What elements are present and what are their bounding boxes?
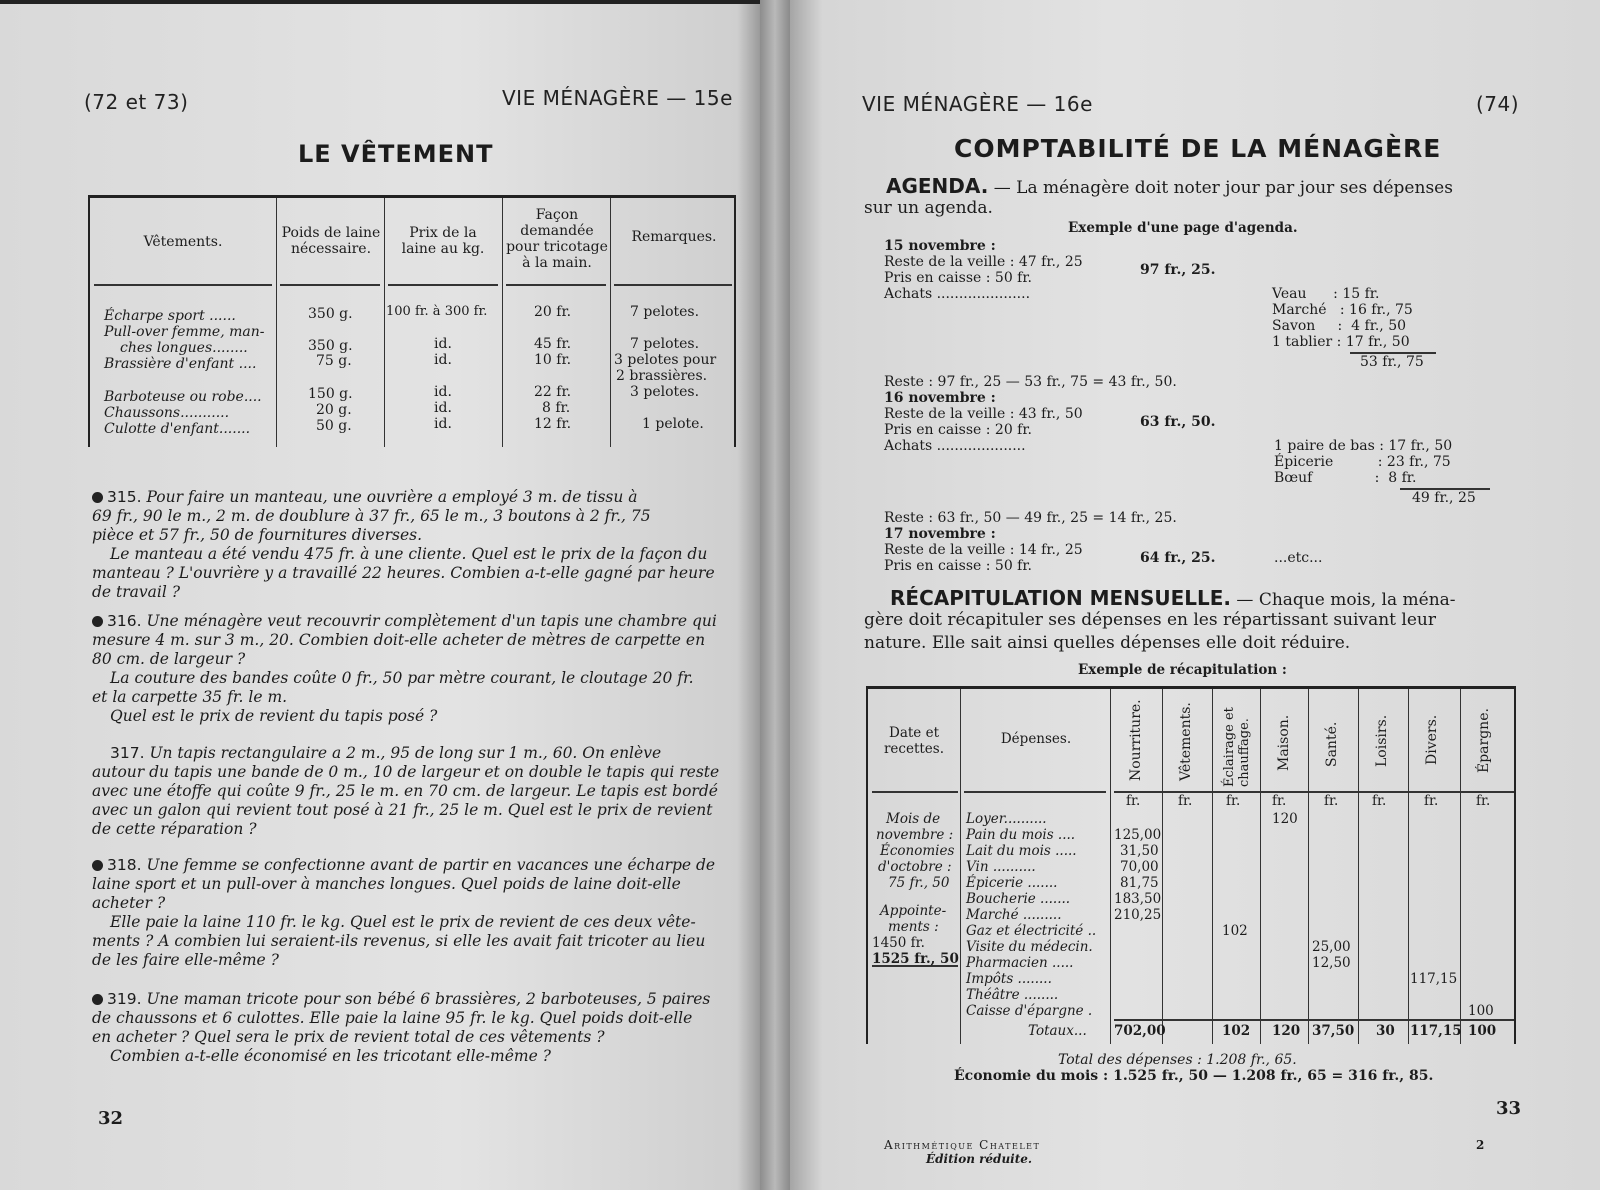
col-header-date: Date et recettes.	[883, 725, 945, 757]
bullet-icon	[92, 616, 103, 627]
depense-item: Gaz et électricité ..	[966, 923, 1097, 939]
row-prix: id.	[434, 400, 452, 416]
col-header-loisirs: Loisirs.	[1374, 714, 1390, 767]
unit-label: fr.	[1424, 793, 1439, 809]
row-rem: 3 pelotes.	[630, 384, 700, 400]
recette-line: d'octobre :	[878, 859, 952, 875]
row-prix: id.	[434, 384, 452, 400]
col-header-depenses: Dépenses.	[1000, 731, 1072, 747]
agenda-text: — La ménagère doit noter jour par jour ses dépenses	[993, 178, 1453, 198]
problem-line: Elle paie la laine 110 fr. le kg. Quel est le prix de revient de ces deux vête-	[110, 913, 696, 931]
total-divers: 117,15	[1410, 1023, 1462, 1039]
total-nourriture: 702,00	[1114, 1023, 1166, 1039]
row-prix: id.	[434, 352, 452, 368]
right-page-number: 33	[1496, 1098, 1522, 1119]
depense-item: Impôts ........	[966, 971, 1052, 987]
agenda-item: 1 paire de bas : 17 fr., 50	[1274, 438, 1453, 454]
problem-316	[92, 612, 742, 726]
book-gutter	[760, 0, 790, 1190]
footer-title: Arithmétique Chatelet	[884, 1138, 1041, 1152]
unit-label: fr.	[1272, 793, 1287, 809]
depense-item: Caisse d'épargne .	[966, 1003, 1093, 1019]
right-header-ref: (74)	[1476, 92, 1520, 116]
value-maison: 120	[1272, 811, 1298, 827]
depense-item: Pain du mois ....	[966, 827, 1076, 843]
agenda-date: 16 novembre :	[884, 390, 996, 406]
col-header-vetements: Vêtements.	[143, 234, 223, 250]
problem-line: 69 fr., 90 le m., 2 m. de doublure à 37 fr., 65 le m., 3 boutons à 2 fr., 75	[92, 507, 651, 525]
problem-line: Le manteau a été vendu 475 fr. à une cliente. Quel est le prix de la façon du	[110, 545, 708, 563]
recette-line: Économies	[880, 843, 955, 859]
col-header-facon: Façon demandée pour tricotage à la main.	[506, 207, 608, 271]
row-rem: 1 pelote.	[642, 416, 704, 432]
total-eclairage: 102	[1222, 1023, 1251, 1039]
agenda-item: Épicerie : 23 fr., 75	[1274, 454, 1451, 470]
total-depenses	[1058, 1052, 1297, 1068]
row-rem: 3 pelotes pour	[614, 352, 717, 368]
agenda-line: Pris en caisse : 20 fr.	[884, 422, 1032, 438]
left-title: LE VÊTEMENT	[298, 140, 494, 168]
row-poids: 150 g.	[308, 386, 353, 402]
problem-line: pièce et 57 fr., 50 de fournitures diverses.	[92, 526, 423, 544]
col-header-sante: Santé.	[1324, 721, 1340, 767]
row-item: Culotte d'enfant.......	[104, 421, 251, 437]
total-depenses-text: Total des dépenses : 1.208 fr., 65.	[1058, 1052, 1297, 1068]
agenda-etc: ...etc...	[1274, 550, 1323, 566]
recap-text: nature. Elle sait ainsi quelles dépenses elle doit réduire.	[864, 633, 1351, 653]
unit-label: fr.	[1126, 793, 1141, 809]
problem-317	[92, 744, 742, 839]
problem-line: autour du tapis une bande de 0 m., 10 de largeur et on double le tapis qui reste	[92, 763, 720, 781]
depense-item: Pharmacien .....	[966, 955, 1074, 971]
recap-text: — Chaque mois, la ména-	[1236, 590, 1456, 610]
recette-line: 75 fr., 50	[888, 875, 950, 891]
recap-label: RÉCAPITULATION MENSUELLE.	[890, 586, 1232, 610]
row-item: Chaussons...........	[104, 405, 230, 421]
agenda-sum: 49 fr., 25	[1412, 490, 1476, 506]
agenda-line: Achats ....................	[884, 438, 1026, 454]
recette-line: Mois de	[886, 811, 941, 827]
row-prix: id.	[434, 416, 452, 432]
problem-319	[92, 990, 742, 1066]
right-title: COMPTABILITÉ DE LA MÉNAGÈRE	[954, 134, 1442, 163]
agenda-reste: Reste : 63 fr., 50 — 49 fr., 25 = 14 fr., 25.	[884, 510, 1177, 526]
recap-example-title: Exemple de récapitulation :	[1078, 662, 1287, 678]
total-maison: 120	[1272, 1023, 1301, 1039]
value-nourriture: 183,50	[1114, 891, 1162, 907]
problem-line: avec un galon qui revient tout posé à 21 fr., 25 le m. Quel est le prix de revient	[92, 801, 713, 819]
problem-line: ments ? A combien lui seraient-ils revenus, si elle les avait fait tricoter au lieu	[92, 932, 706, 950]
left-running-head: VIE MÉNAGÈRE — 15e	[502, 86, 733, 110]
totaux-label: Totaux...	[1028, 1023, 1087, 1039]
value-sante: 25,00	[1312, 939, 1351, 955]
row-item: ches longues........	[120, 340, 248, 356]
bullet-icon	[92, 994, 103, 1005]
value-nourriture: 210,25	[1114, 907, 1162, 923]
row-item: Écharpe sport ......	[104, 308, 236, 324]
problem-number: 318.	[107, 856, 142, 874]
agenda-date: 15 novembre :	[884, 238, 996, 254]
problem-line: avec une étoffe qui coûte 9 fr., 25 le m. en 70 cm. de largeur. Le tapis est bordé	[92, 782, 718, 800]
col-header-prix: Prix de la laine au kg.	[401, 225, 485, 257]
agenda-line: Pris en caisse : 50 fr.	[884, 558, 1032, 574]
row-rem: 2 brassières.	[616, 368, 708, 384]
depense-item: Vin ..........	[966, 859, 1036, 875]
problem-line: de cette réparation ?	[92, 820, 257, 838]
depense-item: Boucherie .......	[966, 891, 1071, 907]
col-header-remarques: Remarques.	[631, 229, 717, 245]
unit-label: fr.	[1476, 793, 1491, 809]
agenda-line: Achats .....................	[884, 286, 1031, 302]
row-facon: 8 fr.	[542, 400, 571, 416]
depense-item: Marché .........	[966, 907, 1062, 923]
col-header-maison: Maison.	[1276, 714, 1292, 771]
problem-line: laine sport et un pull-over à manches longues. Quel poids de laine doit-elle	[92, 875, 681, 893]
unit-label: fr.	[1226, 793, 1241, 809]
problem-number: 317.	[110, 744, 145, 762]
row-poids: 20 g.	[316, 402, 352, 418]
unit-label: fr.	[1178, 793, 1193, 809]
problem-number: 315.	[107, 488, 142, 506]
bullet-icon	[92, 492, 103, 503]
col-header-eclairage: Éclairage et chauffage.	[1222, 707, 1252, 787]
signature-mark: 2	[1476, 1138, 1485, 1152]
problem-line: de les faire elle-même ?	[92, 951, 279, 969]
row-poids: 75 g.	[316, 353, 352, 369]
problem-318	[92, 856, 742, 970]
depense-item: Épicerie .......	[966, 875, 1058, 891]
agenda-text: sur un agenda.	[864, 198, 993, 218]
row-facon: 10 fr.	[534, 352, 572, 368]
value-nourriture: 81,75	[1120, 875, 1159, 891]
agenda-label: AGENDA.	[886, 174, 989, 198]
agenda-total: 97 fr., 25.	[1140, 262, 1216, 278]
left-page-number: 32	[98, 1108, 124, 1129]
recette-line: Appointe-	[880, 903, 947, 919]
row-rem: 7 pelotes.	[630, 336, 700, 352]
agenda-reste: Reste : 97 fr., 25 — 53 fr., 75 = 43 fr., 50.	[884, 374, 1177, 390]
row-item: Pull-over femme, man-	[104, 324, 265, 340]
value-eclairage: 102	[1222, 923, 1248, 939]
row-facon: 12 fr.	[534, 416, 572, 432]
problem-line: La couture des bandes coûte 0 fr., 50 par mètre courant, le cloutage 20 fr.	[110, 669, 694, 687]
problem-line: en acheter ? Quel sera le prix de revient total de ces vêtements ?	[92, 1028, 605, 1046]
row-poids: 350 g.	[308, 306, 353, 322]
footer-subtitle: Édition réduite.	[926, 1152, 1033, 1166]
problem-315	[92, 488, 742, 602]
value-divers: 117,15	[1410, 971, 1458, 987]
row-facon: 20 fr.	[534, 304, 572, 320]
problem-line: de chaussons et 6 culottes. Elle paie la laine 95 fr. le kg. Quel poids doit-elle	[92, 1009, 693, 1027]
value-nourriture: 70,00	[1120, 859, 1159, 875]
agenda-item: Savon : 4 fr., 50	[1272, 318, 1407, 334]
total-loisirs: 30	[1376, 1023, 1395, 1039]
col-header-vetements: Vêtements.	[1178, 702, 1194, 781]
right-running-head: VIE MÉNAGÈRE — 16e	[862, 92, 1093, 116]
agenda-item: Veau : 15 fr.	[1272, 286, 1380, 302]
vetement-table	[88, 195, 736, 447]
recap-text: gère doit récapituler ses dépenses en les répartissant suivant leur	[864, 610, 1436, 630]
agenda-line: Pris en caisse : 50 fr.	[884, 270, 1032, 286]
col-header-divers: Divers.	[1424, 714, 1440, 765]
agenda-item: Bœuf : 8 fr.	[1274, 470, 1417, 486]
unit-label: fr.	[1372, 793, 1387, 809]
row-item: Brassière d'enfant ....	[104, 356, 257, 372]
problem-line: 80 cm. de largeur ?	[92, 650, 246, 668]
agenda-example-title: Exemple d'une page d'agenda.	[1068, 220, 1298, 236]
value-sante: 12,50	[1312, 955, 1351, 971]
recette-line: 1450 fr.	[872, 935, 925, 951]
agenda-paragraph	[886, 174, 1453, 198]
value-nourriture: 31,50	[1120, 843, 1159, 859]
value-nourriture: 125,00	[1114, 827, 1162, 843]
problem-line: manteau ? L'ouvrière y a travaillé 22 heures. Combien a-t-elle gagné par heure	[92, 564, 715, 582]
problem-line: Une ménagère veut recouvrir complètement d'un tapis une chambre qui	[146, 612, 717, 630]
problem-line: Une femme se confectionne avant de partir en vacances une écharpe de	[146, 856, 716, 874]
row-prix: 100 fr. à 300 fr.	[386, 304, 488, 319]
bullet-icon	[92, 860, 103, 871]
problem-line: Un tapis rectangulaire a 2 m., 95 de long sur 1 m., 60. On enlève	[149, 744, 662, 762]
recap-table	[866, 686, 1516, 1044]
agenda-line: Reste de la veille : 43 fr., 50	[884, 406, 1083, 422]
row-facon: 45 fr.	[534, 336, 572, 352]
agenda-line: Reste de la veille : 14 fr., 25	[884, 542, 1083, 558]
unit-label: fr.	[1324, 793, 1339, 809]
total-epargne: 100	[1468, 1023, 1497, 1039]
problem-line: acheter ?	[92, 894, 166, 912]
problem-line: Combien a-t-elle économisé en les tricotant elle-même ?	[110, 1047, 551, 1065]
row-poids: 350 g.	[308, 338, 353, 354]
row-rem: 7 pelotes.	[630, 304, 700, 320]
depense-item: Lait du mois .....	[966, 843, 1077, 859]
agenda-item: 1 tablier : 17 fr., 50	[1272, 334, 1410, 350]
economie-du-mois: Économie du mois : 1.525 fr., 50 — 1.208 fr., 65 = 316 fr., 85.	[954, 1068, 1434, 1084]
problem-number: 319.	[107, 990, 142, 1008]
agenda-total: 64 fr., 25.	[1140, 550, 1216, 566]
agenda-date: 17 novembre :	[884, 526, 996, 542]
top-edge	[0, 0, 760, 4]
row-facon: 22 fr.	[534, 384, 572, 400]
depense-item: Visite du médecin.	[966, 939, 1093, 955]
agenda-sum: 53 fr., 75	[1360, 354, 1424, 370]
row-poids: 50 g.	[316, 418, 352, 434]
total-sante: 37,50	[1312, 1023, 1355, 1039]
agenda-item: Marché : 16 fr., 75	[1272, 302, 1413, 318]
problem-number: 316.	[107, 612, 142, 630]
recette-line: ments :	[888, 919, 939, 935]
problem-line: Pour faire un manteau, une ouvrière a employé 3 m. de tissu à	[146, 488, 638, 506]
problem-line: Une maman tricote pour son bébé 6 brassières, 2 barboteuses, 5 paires	[146, 990, 711, 1008]
problem-line: Quel est le prix de revient du tapis posé ?	[110, 707, 438, 725]
col-header-poids: Poids de laine nécessaire.	[281, 225, 381, 257]
recette-line: novembre :	[876, 827, 954, 843]
agenda-total: 63 fr., 50.	[1140, 414, 1216, 430]
left-header-ref: (72 et 73)	[84, 90, 189, 114]
value-epargne: 100	[1468, 1003, 1494, 1019]
row-item: Barboteuse ou robe....	[104, 389, 262, 405]
depense-item: Loyer..........	[966, 811, 1047, 827]
col-header-nourriture: Nourriture.	[1128, 699, 1144, 781]
problem-line: de travail ?	[92, 583, 181, 601]
row-prix: id.	[434, 336, 452, 352]
col-header-epargne: Épargne.	[1476, 708, 1492, 773]
agenda-line: Reste de la veille : 47 fr., 25	[884, 254, 1083, 270]
problem-line: et la carpette 35 fr. le m.	[92, 688, 288, 706]
recap-paragraph	[890, 586, 1456, 610]
recette-total: 1525 fr., 50	[872, 951, 959, 967]
depense-item: Théâtre ........	[966, 987, 1059, 1003]
problem-line: mesure 4 m. sur 3 m., 20. Combien doit-elle acheter de mètres de carpette en	[92, 631, 706, 649]
